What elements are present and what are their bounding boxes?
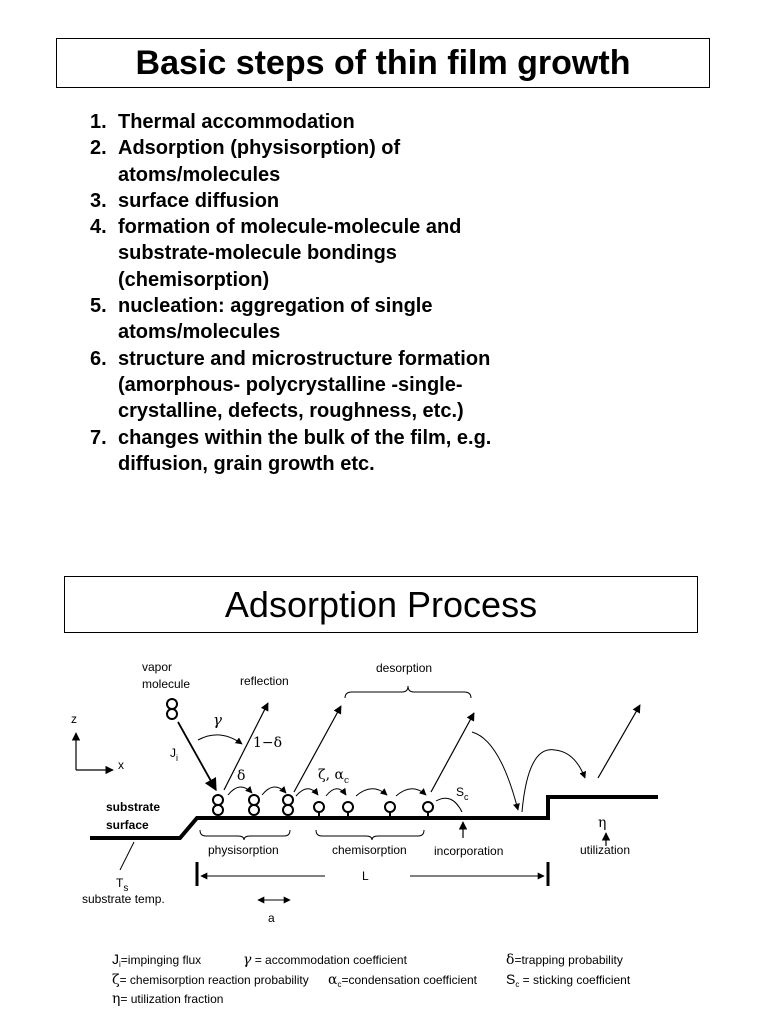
surface-label: surface (106, 818, 149, 832)
sticking-label: $S_c$ (456, 785, 469, 802)
list-item (90, 346, 690, 425)
step-text: formation of molecule-molecule and substrate-molecule bondings (chemisorption) (118, 216, 462, 291)
legend-alpha: $\alpha_c=condensation$ coefficient (328, 972, 478, 989)
accommodation-arrow (198, 735, 242, 744)
step-text: surface diffusion (118, 189, 280, 212)
vapor-molecule-icon (167, 699, 177, 719)
substrate-temp-label: substrate temp. (82, 892, 165, 906)
slide1-title-box (56, 38, 710, 88)
step-number: 4. (90, 216, 107, 239)
impinging-flux-arrow (178, 722, 216, 790)
substrate-surface-line (90, 797, 658, 838)
eta-label: η (598, 815, 607, 831)
list-item (90, 109, 690, 135)
chemisorbed-molecules (314, 802, 433, 818)
delta-label: δ (237, 768, 246, 784)
legend-gamma: γ = accommodation coefficient (243, 952, 407, 968)
reflection-label: reflection (240, 674, 289, 688)
hop-arrow (262, 787, 286, 795)
sticking-arrow (436, 798, 462, 812)
hop-arrow (228, 787, 252, 795)
physisorbed-molecules (213, 795, 293, 815)
slide2-title-box (64, 576, 698, 633)
desorption-arrow-3 (598, 705, 640, 778)
step-text: changes within the bulk of the film, e.g. diffusion, grain growth etc. (118, 426, 492, 475)
step-text: Adsorption (physisorption) of atoms/molecules (118, 137, 401, 186)
hop-arrow (356, 789, 387, 796)
step-number: 1. (90, 111, 107, 133)
l-label: L (362, 869, 369, 883)
physisorption-brace (200, 830, 290, 840)
one-minus-delta-label: 1−δ (253, 735, 283, 751)
step-number: 5. (90, 295, 107, 318)
legend-delta: δ=trapping probability (506, 952, 623, 968)
desorption-brace (345, 686, 471, 698)
slide2-title: Adsorption Process (224, 583, 538, 625)
step-number: 6. (90, 347, 107, 370)
slide1-title: Basic steps of thin film growth (135, 44, 631, 82)
step-text: Thermal accommodation (118, 111, 355, 133)
list-item (90, 293, 690, 346)
physisorption-label: physisorption (208, 843, 279, 857)
utilization-label: utilization (580, 843, 631, 857)
a-label: a (268, 911, 275, 925)
substrate-temp-pointer (120, 842, 134, 870)
adsorption-diagram (0, 640, 768, 1024)
axes-icon (76, 733, 113, 770)
legend-flux: $J_i=impinging$ flux (112, 951, 202, 969)
list-item (90, 214, 690, 293)
trajectory-arrow (522, 750, 585, 812)
molecule-label: molecule (142, 677, 191, 691)
ts-label: $T_s$ (116, 876, 129, 894)
hop-arrow (326, 789, 346, 796)
list-item (90, 188, 690, 214)
step-number: 2. (90, 137, 107, 160)
step-number: 7. (90, 426, 107, 449)
vapor-label: vapor (142, 660, 173, 674)
legend-sticking: $S_c$ = sticking coefficient (506, 971, 631, 989)
desorption-label: desorption (376, 661, 433, 675)
step-text: nucleation: aggregation of single atoms/molecules (118, 295, 433, 344)
thin-film-steps-list (90, 109, 690, 477)
incorporation-label: incorporation (434, 844, 504, 858)
desorption-arrow-2 (431, 713, 474, 792)
axis-z-label: z (71, 712, 77, 726)
hop-arrow (396, 789, 426, 796)
list-item (90, 135, 690, 188)
zeta-alpha-label: ζ, $\alpha_c$ (318, 767, 349, 786)
substrate-label: substrate (106, 800, 161, 814)
axis-x-label: x (118, 758, 124, 772)
list-item (90, 425, 690, 478)
flux-label: $J_i$ (170, 746, 178, 763)
legend-zeta: ζ= chemisorption reaction probability (112, 972, 309, 988)
legend (112, 951, 631, 1007)
step-number: 3. (90, 189, 107, 212)
step-text: structure and microstructure formation (amorphous- polycrystalline -single- crystalline, defects, roughness, etc.) (118, 347, 491, 423)
gamma-label: γ (213, 711, 222, 729)
hop-arrow (296, 789, 318, 796)
chemisorption-brace (316, 830, 424, 840)
chemisorption-label: chemisorption (332, 843, 407, 857)
trajectory-arrow (472, 732, 518, 810)
legend-eta: η= utilization fraction (112, 991, 224, 1007)
